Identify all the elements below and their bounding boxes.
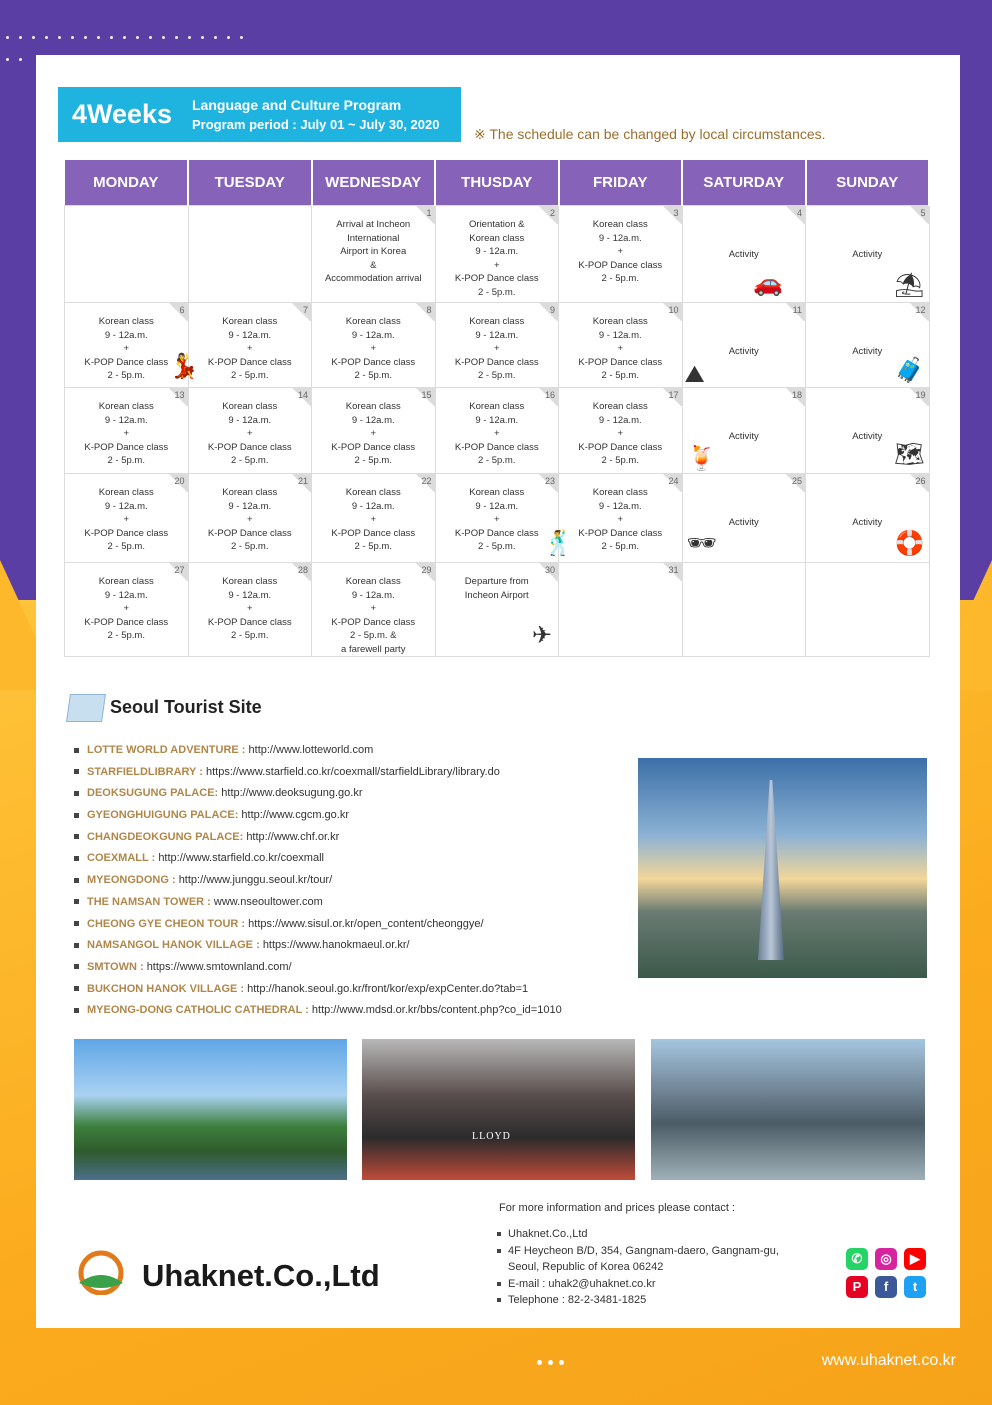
- calendar-day-cell: [435, 474, 574, 563]
- schedule-line: 9 - 12a.m.: [104, 329, 148, 341]
- contact-address-2: Seoul, Republic of Korea 06242: [508, 1261, 664, 1274]
- schedule-line: Korean class: [345, 401, 401, 412]
- schedule-line: +: [123, 343, 130, 354]
- site-url[interactable]: https://www.starfield.co.kr/coexmall/starfieldLibrary/library.do: [205, 765, 500, 778]
- schedule-line: 2 - 5p.m.: [231, 630, 269, 641]
- day-header-saturday: SATURDAY: [682, 160, 806, 206]
- site-name: COEXMALL :: [87, 852, 156, 865]
- schedule-line: K-POP Dance class: [454, 356, 539, 368]
- schedule-line: 2 - 5p.m.: [354, 370, 392, 381]
- day-header-wednesday: WEDNESDAY: [312, 160, 436, 206]
- schedule-line: +: [246, 514, 253, 525]
- schedule-line: K-POP Dance class: [331, 616, 416, 628]
- schedule-line: Incheon Airport: [464, 589, 529, 601]
- bullet-icon: [74, 921, 79, 926]
- instagram-icon[interactable]: ◎: [875, 1248, 897, 1270]
- calendar-week-row: [65, 388, 930, 474]
- calendar-day-cell: [806, 388, 930, 474]
- schedule-line: 9 - 12a.m.: [104, 500, 148, 512]
- schedule-line: K-POP Dance class: [331, 441, 416, 453]
- day-number: 27: [168, 563, 188, 581]
- website-link[interactable]: www.uhaknet.co.kr: [821, 1352, 956, 1369]
- schedule-line: 9 - 12a.m.: [598, 500, 642, 512]
- contact-email[interactable]: E-mail : uhak2@uhaknet.co.kr: [497, 1276, 779, 1293]
- schedule-line: 9 - 12a.m.: [475, 329, 519, 341]
- mountain-icon: ⛰: [684, 361, 705, 388]
- site-url[interactable]: www.nseoultower.com: [213, 895, 323, 908]
- schedule-line: Korean class: [98, 401, 154, 412]
- tourist-site-title: Seoul Tourist Site: [110, 697, 262, 717]
- site-url[interactable]: https://www.sisul.or.kr/open_content/cheonggye/: [248, 917, 484, 930]
- program-title-box: [58, 87, 461, 142]
- site-url[interactable]: https://www.hanokmaeul.or.kr/: [262, 939, 410, 952]
- bullet-icon: [74, 813, 79, 818]
- calendar-day-cell: [65, 303, 199, 388]
- schedule-line: K-POP Dance class: [454, 273, 539, 284]
- day-number: 13: [168, 388, 188, 406]
- schedule-line: Korean class: [592, 401, 648, 412]
- day-schedule: [189, 206, 312, 218]
- bullet-icon: [74, 878, 79, 883]
- day-number: 22: [415, 474, 435, 492]
- day-schedule: [65, 206, 188, 218]
- schedule-line: Korean class: [592, 487, 648, 498]
- calendar-day-cell: [806, 474, 930, 563]
- calendar-day-cell: [435, 303, 559, 388]
- calendar-day-cell: [312, 303, 436, 388]
- schedule-line: Korean class: [592, 316, 648, 327]
- whatsapp-icon[interactable]: ✆: [846, 1248, 868, 1270]
- schedule-line: 2 - 5p.m.: [478, 370, 516, 381]
- schedule-line: Korean class: [345, 487, 401, 498]
- schedule-line: 2 - 5p.m.: [601, 370, 639, 381]
- site-name: CHANGDEOKGUNG PALACE:: [87, 830, 244, 843]
- contact-phone[interactable]: Telephone : 82-2-3481-1825: [497, 1292, 779, 1309]
- company-name: Uhaknet.Co.,Ltd: [142, 1258, 380, 1293]
- folded-map-icon: [66, 694, 106, 722]
- calendar-day-cell: [188, 388, 312, 474]
- schedule-line: Korean class: [222, 316, 278, 327]
- schedule-line: Korean class: [222, 401, 278, 412]
- day-number: 5: [909, 206, 929, 224]
- schedule-line: 2 - 5p.m.: [107, 455, 145, 466]
- calendar-day-cell: [806, 206, 930, 303]
- day-number: 6: [168, 303, 188, 321]
- schedule-line: Arrival at Incheon: [336, 219, 411, 230]
- calendar-day-cell: [559, 388, 683, 474]
- schedule-line: a farewell party: [341, 643, 406, 655]
- calendar-week-row: [65, 303, 930, 388]
- calendar-day-cell: [559, 303, 683, 388]
- dancer2-icon: 🕺: [543, 530, 574, 557]
- tourist-site-item[interactable]: [74, 1000, 562, 1022]
- day-number: 7: [291, 303, 311, 321]
- schedule-line: +: [617, 428, 624, 439]
- photo-myeongdong-street: [362, 1039, 635, 1180]
- schedule-line: 2 - 5p.m.: [478, 455, 516, 466]
- site-name: MYEONG-DONG CATHOLIC CATHEDRAL :: [87, 1004, 309, 1017]
- calendar-day-cell: [312, 474, 436, 563]
- schedule-line: Korean class: [469, 487, 525, 498]
- photo-lotte-tower: [638, 758, 927, 978]
- twitter-icon[interactable]: t: [904, 1276, 926, 1298]
- schedule-line: +: [246, 603, 253, 614]
- map-icon: 🗺: [894, 441, 925, 468]
- schedule-line: +: [617, 514, 624, 525]
- calendar-day-cell: [65, 563, 189, 657]
- tourist-site-item[interactable]: [74, 935, 562, 957]
- tourist-site-item[interactable]: [74, 957, 562, 979]
- schedule-line: +: [493, 428, 500, 439]
- schedule-line: 9 - 12a.m.: [351, 589, 395, 601]
- schedule-line: K-POP Dance class: [578, 259, 663, 271]
- schedule-line: 2 - 5p.m.: [107, 630, 145, 641]
- site-name: SMTOWN :: [87, 960, 144, 973]
- schedule-line: 9 - 12a.m.: [104, 414, 148, 426]
- schedule-line: Activity: [728, 517, 759, 528]
- calendar-week-row: [65, 474, 930, 563]
- schedule-line: +: [370, 514, 377, 525]
- schedule-line: 9 - 12a.m.: [228, 500, 272, 512]
- site-name: LOTTE WORLD ADVENTURE :: [87, 744, 246, 756]
- bullet-icon: [74, 834, 79, 839]
- tourist-site-item[interactable]: [74, 892, 562, 914]
- schedule-line: K-POP Dance class: [578, 527, 663, 539]
- tourist-site-item[interactable]: [74, 870, 562, 892]
- suitcase-icon: 🧳: [894, 357, 925, 384]
- schedule-line: 9 - 12a.m.: [598, 414, 642, 426]
- calendar-day-cell: [682, 563, 806, 657]
- tourist-site-item[interactable]: [74, 740, 562, 762]
- day-schedule: [806, 563, 929, 575]
- contact-header: For more information and prices please contact :: [499, 1202, 736, 1214]
- calendar-day-cell: [435, 563, 559, 657]
- calendar-day-cell: [682, 206, 806, 303]
- calendar-day-cell: [682, 474, 806, 563]
- schedule-line: Activity: [728, 346, 759, 357]
- calendar-week-row: [65, 563, 930, 657]
- day-header-tuesday: TUESDAY: [188, 160, 312, 206]
- program-period: Program period : July 01 ~ July 30, 2020: [192, 117, 440, 132]
- calendar-day-cell: [435, 206, 559, 303]
- day-number: 15: [415, 388, 435, 406]
- schedule-line: +: [123, 603, 130, 614]
- schedule-line: 2 - 5p.m.: [231, 455, 269, 466]
- day-number: 21: [291, 474, 311, 492]
- site-url[interactable]: http://www.chf.or.kr: [246, 830, 340, 843]
- schedule-line: K-POP Dance class: [84, 527, 169, 539]
- schedule-line: +: [246, 428, 253, 439]
- photo-palace-pavilion: [74, 1039, 347, 1180]
- site-name: GYEONGHUIGUNG PALACE:: [87, 809, 239, 822]
- bullet-icon: [74, 964, 79, 969]
- site-url[interactable]: http://www.starfield.co.kr/coexmall: [158, 852, 324, 865]
- schedule-line: Korean class: [222, 576, 278, 587]
- contact-company: Uhaknet.Co.,Ltd: [497, 1226, 779, 1243]
- tourist-site-item[interactable]: [74, 914, 562, 936]
- day-number: 16: [538, 388, 558, 406]
- calendar-header-row: [65, 160, 930, 206]
- schedule-line: Activity: [852, 249, 883, 260]
- schedule-line: Activity: [852, 346, 883, 357]
- schedule-line: +: [123, 428, 130, 439]
- schedule-line: Korean class: [592, 219, 648, 230]
- calendar-day-cell: [312, 563, 436, 657]
- schedule-line: 2 - 5p.m.: [601, 455, 639, 466]
- site-url[interactable]: http://www.cgcm.go.kr: [241, 809, 350, 822]
- schedule-line: +: [370, 343, 377, 354]
- bullet-icon: [74, 986, 79, 991]
- schedule-line: K-POP Dance class: [331, 356, 416, 368]
- day-number: 2: [538, 206, 558, 224]
- schedule-line: 9 - 12a.m.: [351, 414, 395, 426]
- day-number: 3: [662, 206, 682, 224]
- day-number: 11: [785, 303, 805, 321]
- schedule-line: 2 - 5p.m.: [478, 286, 516, 298]
- schedule-line: 2 - 5p.m.: [601, 273, 639, 284]
- schedule-line: K-POP Dance class: [454, 441, 539, 453]
- schedule-line: Activity: [852, 431, 883, 442]
- schedule-line: +: [493, 514, 500, 525]
- day-number: 26: [909, 474, 929, 492]
- schedule-calendar: [64, 160, 930, 657]
- calendar-day-cell: [188, 474, 312, 563]
- site-name: STARFIELDLIBRARY :: [87, 765, 203, 778]
- day-header-friday: FRIDAY: [559, 160, 683, 206]
- schedule-line: Korean class: [98, 487, 154, 498]
- day-header-thusday: THUSDAY: [435, 160, 559, 206]
- schedule-line: 9 - 12a.m.: [104, 589, 148, 601]
- schedule-line: +: [370, 428, 377, 439]
- schedule-line: K-POP Dance class: [207, 356, 292, 368]
- schedule-line: 9 - 12a.m.: [228, 414, 272, 426]
- day-number: 30: [538, 563, 558, 581]
- site-name: DEOKSUGUNG PALACE:: [87, 787, 219, 800]
- site-url[interactable]: https://www.smtownland.com/: [146, 960, 292, 973]
- site-name: CHEONG GYE CHEON TOUR :: [87, 917, 246, 930]
- bullet-icon: [74, 899, 79, 904]
- schedule-line: 2 - 5p.m.: [231, 370, 269, 381]
- day-number: 10: [662, 303, 682, 321]
- schedule-line: 2 - 5p.m.: [601, 541, 639, 552]
- schedule-line: +: [246, 343, 253, 354]
- schedule-line: 9 - 12a.m.: [475, 246, 519, 257]
- schedule-line: 9 - 12a.m.: [475, 500, 519, 512]
- calendar-day-cell: [188, 303, 312, 388]
- airplane-icon: ✈: [531, 622, 552, 649]
- contact-list: [497, 1226, 779, 1309]
- schedule-line: Korean class: [469, 401, 525, 412]
- sunglasses-icon: 🕶: [686, 530, 717, 557]
- schedule-line: 9 - 12a.m.: [351, 500, 395, 512]
- tourist-site-item[interactable]: [74, 783, 562, 805]
- schedule-line: K-POP Dance class: [84, 616, 169, 628]
- tourist-site-item[interactable]: [74, 848, 562, 870]
- site-url[interactable]: http://www.junggu.seoul.kr/tour/: [178, 874, 333, 887]
- tourist-site-item[interactable]: [74, 762, 562, 784]
- site-url[interactable]: http://hanok.seoul.go.kr/front/kor/exp/expCenter.do?tab=1: [247, 982, 529, 995]
- schedule-line: Korean class: [469, 316, 525, 327]
- bullet-icon: [74, 769, 79, 774]
- program-name: Language and Culture Program: [192, 97, 402, 113]
- lifebuoy-icon: 🛟: [894, 530, 925, 557]
- schedule-line: Orientation &: [469, 219, 525, 230]
- drink-icon: 🍹: [686, 445, 717, 472]
- schedule-line: Accommodation arrival: [324, 273, 422, 284]
- tower-shape: [758, 780, 784, 960]
- schedule-line: 9 - 12a.m.: [598, 329, 642, 341]
- site-name: NAMSANGOL HANOK VILLAGE :: [87, 939, 260, 952]
- calendar-day-cell: [312, 206, 436, 303]
- day-number: 1: [415, 206, 435, 224]
- schedule-line: 2 - 5p.m.: [231, 541, 269, 552]
- schedule-line: 9 - 12a.m.: [228, 329, 272, 341]
- schedule-line: 2 - 5p.m.: [107, 541, 145, 552]
- site-url[interactable]: http://www.lotteworld.com: [248, 744, 374, 756]
- footer-dots: [537, 1352, 570, 1370]
- car-icon: 🚗: [753, 270, 783, 297]
- schedule-line: Departure from: [464, 576, 529, 587]
- calendar-day-cell: [312, 388, 436, 474]
- day-number: 31: [662, 563, 682, 581]
- day-number: 12: [909, 303, 929, 321]
- tourist-site-item[interactable]: [74, 805, 562, 827]
- schedule-line: Korean class: [98, 316, 154, 327]
- schedule-line: &: [370, 259, 377, 271]
- day-header-monday: MONDAY: [65, 160, 189, 206]
- day-number: 8: [415, 303, 435, 321]
- schedule-line: Korean class: [222, 487, 278, 498]
- day-number: 20: [168, 474, 188, 492]
- calendar-day-cell: [435, 388, 559, 474]
- beach-umbrella-icon: ⛱: [894, 272, 925, 299]
- schedule-line: +: [493, 259, 500, 271]
- bullet-icon: [74, 1008, 79, 1013]
- day-number: 9: [538, 303, 558, 321]
- schedule-line: +: [123, 514, 130, 525]
- calendar-day-cell: [65, 206, 189, 303]
- day-schedule: [683, 563, 806, 575]
- calendar-day-cell: [806, 563, 930, 657]
- calendar-body: [65, 206, 930, 657]
- day-number: 28: [291, 563, 311, 581]
- photo-cheonggyecheon: [651, 1039, 925, 1180]
- calendar-day-cell: [188, 206, 312, 303]
- tourist-site-item[interactable]: [74, 979, 562, 1001]
- calendar-day-cell: [559, 563, 683, 657]
- schedule-line: +: [617, 246, 624, 257]
- schedule-line: +: [617, 343, 624, 354]
- day-number: 23: [538, 474, 558, 492]
- schedule-line: 2 - 5p.m.: [107, 370, 145, 381]
- schedule-line: +: [493, 343, 500, 354]
- day-header-sunday: SUNDAY: [806, 160, 930, 206]
- schedule-line: Korean class: [345, 316, 401, 327]
- tourist-site-item[interactable]: [74, 827, 562, 849]
- site-name: MYEONGDONG :: [87, 874, 176, 887]
- tourist-site-list: [74, 740, 562, 1022]
- schedule-line: K-POP Dance class: [207, 441, 292, 453]
- schedule-line: 2 - 5p.m.: [354, 541, 392, 552]
- bullet-icon: [74, 943, 79, 948]
- schedule-line: Activity: [728, 249, 759, 260]
- schedule-line: 9 - 12a.m.: [475, 414, 519, 426]
- schedule-line: International: [347, 232, 400, 244]
- contact-address: 4F Heycheon B/D, 354, Gangnam-daero, Gangnam-gu,: [497, 1243, 779, 1260]
- calendar-day-cell: [682, 388, 806, 474]
- schedule-line: 2 - 5p.m.: [478, 541, 516, 552]
- site-name: BUKCHON HANOK VILLAGE :: [87, 982, 245, 995]
- schedule-line: 9 - 12a.m.: [228, 589, 272, 601]
- day-number: 19: [909, 388, 929, 406]
- company-logo-icon: [69, 1245, 133, 1295]
- dancer-icon: 💃: [169, 353, 199, 380]
- schedule-line: Activity: [728, 431, 759, 442]
- schedule-line: Korean class: [469, 232, 525, 244]
- calendar-week-row: [65, 206, 930, 303]
- schedule-line: K-POP Dance class: [207, 616, 292, 628]
- day-number: 14: [291, 388, 311, 406]
- program-weeks: 4Weeks: [72, 99, 173, 129]
- schedule-line: 2 - 5p.m. &: [350, 630, 397, 641]
- calendar-day-cell: [559, 206, 683, 303]
- day-number: 24: [662, 474, 682, 492]
- calendar-day-cell: [188, 563, 312, 657]
- youtube-icon[interactable]: ▶: [904, 1248, 926, 1270]
- schedule-line: 9 - 12a.m.: [351, 329, 395, 341]
- bullet-icon: [74, 791, 79, 796]
- site-url[interactable]: http://www.mdsd.or.kr/bbs/content.php?co_id=1010: [311, 1004, 562, 1017]
- schedule-line: K-POP Dance class: [578, 356, 663, 368]
- day-number: 17: [662, 388, 682, 406]
- calendar-day-cell: [65, 474, 189, 563]
- schedule-line: K-POP Dance class: [84, 441, 169, 453]
- schedule-line: K-POP Dance class: [331, 527, 416, 539]
- schedule-line: Activity: [852, 517, 883, 528]
- schedule-line: 2 - 5p.m.: [354, 455, 392, 466]
- schedule-line: Airport in Korea: [340, 246, 407, 257]
- schedule-line: 9 - 12a.m.: [598, 232, 642, 244]
- calendar-day-cell: [559, 474, 683, 563]
- pinterest-icon[interactable]: P: [846, 1276, 868, 1298]
- day-number: 4: [785, 206, 805, 224]
- bullet-icon: [74, 856, 79, 861]
- day-number: 29: [415, 563, 435, 581]
- site-url[interactable]: http://www.deoksugung.go.kr: [221, 787, 363, 800]
- calendar-day-cell: [682, 303, 806, 388]
- calendar-day-cell: [65, 388, 189, 474]
- schedule-note: ※ The schedule can be changed by local circumstances.: [474, 126, 826, 142]
- schedule-line: K-POP Dance class: [578, 441, 663, 453]
- facebook-icon[interactable]: f: [875, 1276, 897, 1298]
- calendar-day-cell: [806, 303, 930, 388]
- lloyd-sign: LLOYD: [472, 1131, 511, 1142]
- bullet-icon: [74, 748, 79, 753]
- schedule-line: K-POP Dance class: [84, 356, 169, 368]
- day-number: 25: [785, 474, 805, 492]
- schedule-line: K-POP Dance class: [207, 527, 292, 539]
- schedule-line: Korean class: [345, 576, 401, 587]
- schedule-line: +: [370, 603, 377, 614]
- schedule-line: K-POP Dance class: [454, 527, 539, 539]
- schedule-line: Korean class: [98, 576, 154, 587]
- day-number: 18: [785, 388, 805, 406]
- site-name: THE NAMSAN TOWER :: [87, 895, 211, 908]
